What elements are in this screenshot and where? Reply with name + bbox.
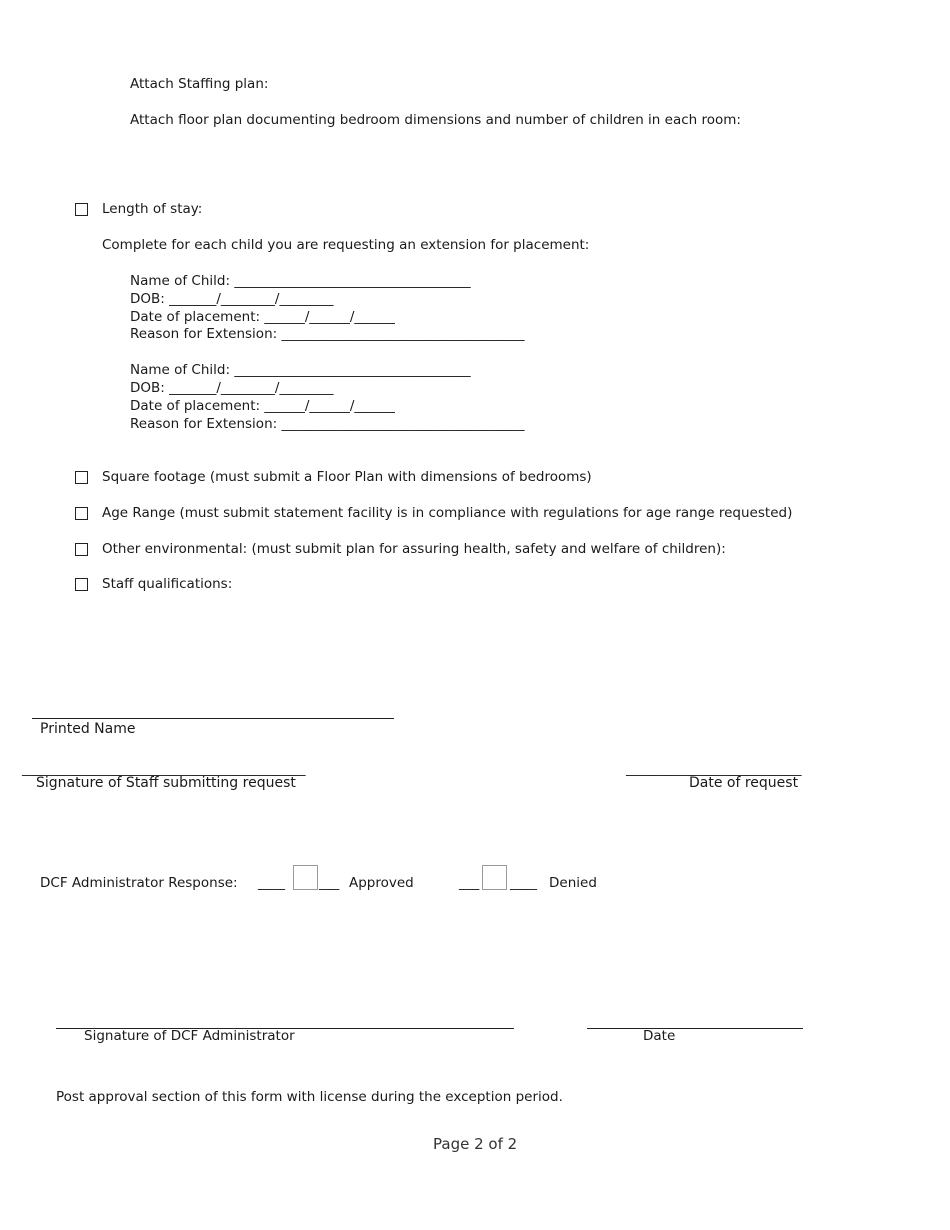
child-name-field[interactable]: Name of Child: ___________________________________ [130,362,471,378]
denied-blank-pre: ___ [459,875,480,891]
child-name-field[interactable]: Name of Child: ___________________________________ [130,273,471,289]
denied-checkbox[interactable] [482,865,507,890]
age-range-label: Age Range (must submit statement facility is in compliance with regulations for age range requested) [102,505,793,521]
date-of-request-label: Date of request [689,775,799,791]
square-footage-checkbox[interactable] [75,471,88,484]
denied-label: Denied [549,875,597,891]
approved-label: Approved [349,875,414,891]
printed-name-label: Printed Name [40,721,136,737]
other-environmental-label: Other environmental: (must submit plan for assuring health, safety and welfare of children): [102,541,726,557]
child-dob-field[interactable]: DOB: _______/________/________ [130,291,334,307]
post-approval-note: Post approval section of this form with license during the exception period. [56,1089,563,1105]
staff-qualifications-checkbox[interactable] [75,578,88,591]
date-of-request-line[interactable]: __________________________ [626,761,802,777]
age-range-checkbox[interactable] [75,507,88,520]
admin-date-label: Date [643,1028,676,1044]
child-reason-field[interactable]: Reason for Extension: ____________________________________ [130,326,525,342]
approved-blank-pre: ____ [258,875,285,891]
other-environmental-checkbox[interactable] [75,543,88,556]
page-number: Page 2 of 2 [433,1135,518,1153]
child-reason-field[interactable]: Reason for Extension: ____________________________________ [130,416,525,432]
approved-checkbox[interactable] [293,865,318,890]
square-footage-label: Square footage (must submit a Floor Plan with dimensions of bedrooms) [102,469,592,485]
dcf-response-label: DCF Administrator Response: [40,875,238,891]
length-of-stay-label: Length of stay: [102,201,203,217]
printed-name-line[interactable] [32,718,394,719]
child-dob-field[interactable]: DOB: _______/________/________ [130,380,334,396]
admin-date-line[interactable] [587,1028,803,1029]
staff-signature-line[interactable]: __________________________________________ [22,761,306,777]
length-of-stay-checkbox[interactable] [75,203,88,216]
approved-blank-post: ___ [319,875,340,891]
admin-signature-label: Signature of DCF Administrator [84,1028,295,1044]
attach-staffing-plan: Attach Staffing plan: [130,76,269,92]
denied-blank-post: ____ [510,875,537,891]
attach-floor-plan: Attach floor plan documenting bedroom dimensions and number of children in each room: [130,112,741,128]
length-of-stay-instruction: Complete for each child you are requesting an extension for placement: [102,237,590,253]
staff-qualifications-label: Staff qualifications: [102,576,233,592]
child-placement-date-field[interactable]: Date of placement: ______/______/______ [130,398,395,414]
child-placement-date-field[interactable]: Date of placement: ______/______/______ [130,309,395,325]
staff-signature-label: Signature of Staff submitting request [36,775,296,791]
